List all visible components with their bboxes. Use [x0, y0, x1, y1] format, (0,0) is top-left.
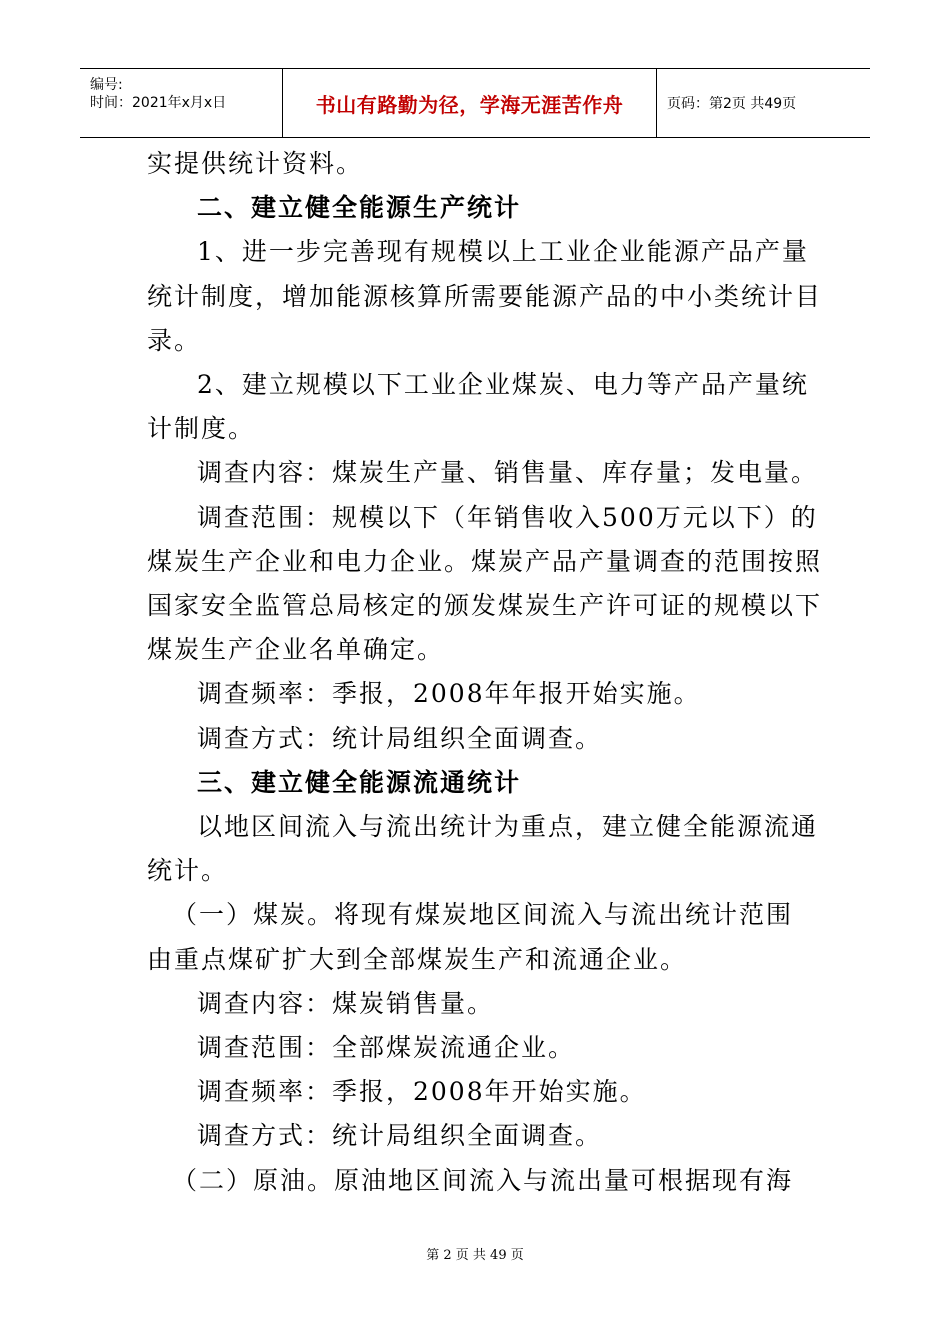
paragraph-line: 以地区间流入与流出统计为重点，建立健全能源流通	[197, 812, 819, 841]
paragraph-line: 实提供统计资料。	[147, 149, 364, 178]
paragraph-line: 调查频率：季报，2008年年报开始实施。	[197, 679, 701, 709]
paragraph-line: 调查频率：季报，2008年开始实施。	[197, 1077, 647, 1107]
document-time-label: 时间：2021年x月x日	[90, 95, 227, 111]
paragraph-line: 煤炭生产企业名单确定。	[147, 635, 445, 665]
paragraph-line: 统计。	[147, 856, 229, 886]
paragraph-line: 计制度。	[147, 414, 256, 444]
paragraph-line: （二）原油。原油地区间流入与流出量可根据现有海	[172, 1165, 794, 1195]
page-header	[80, 68, 870, 138]
page-footer: 第 2 页 共 49 页	[426, 1248, 524, 1263]
paragraph-line: 煤炭生产企业和电力企业。煤炭产品产量调查的范围按照	[147, 546, 823, 576]
paragraph-line: 调查方式：统计局组织全面调查。	[197, 723, 603, 753]
section-heading: 三、建立健全能源流通统计	[197, 767, 522, 797]
paragraph-line: 调查方式：统计局组织全面调查。	[197, 1121, 603, 1151]
section-heading: 二、建立健全能源生产统计	[197, 193, 522, 223]
header-meta-cell	[80, 69, 283, 137]
paragraph-line: 调查范围：规模以下（年销售收入500万元以下）的	[197, 502, 818, 532]
paragraph-line: 录。	[147, 325, 202, 355]
paragraph-line: 国家安全监管总局核定的颁发煤炭生产许可证的规模以下	[147, 591, 823, 620]
paragraph-line: 调查内容：煤炭生产量、销售量、库存量；发电量。	[197, 458, 819, 488]
document-number-label: 编号:	[90, 77, 123, 93]
paragraph-line: 由重点煤矿扩大到全部煤炭生产和流通企业。	[147, 944, 688, 974]
header-page-cell	[657, 69, 870, 137]
paragraph-line: 1、进一步完善现有规模以上工业企业能源产品产量	[197, 237, 809, 267]
header-motto-cell	[283, 69, 657, 137]
paragraph-line: 调查范围：全部煤炭流通企业。	[197, 1033, 576, 1062]
header-page-label: 页码：第2页 共49页	[667, 96, 797, 112]
paragraph-line: （一）煤炭。将现有煤炭地区间流入与流出统计范围	[172, 900, 794, 930]
paragraph-line: 2、建立规模以下工业企业煤炭、电力等产品产量统	[197, 370, 809, 399]
header-motto: 书山有路勤为径，学海无涯苦作舟	[315, 92, 624, 117]
paragraph-line: 统计制度，增加能源核算所需要能源产品的中小类统计目	[147, 281, 823, 311]
paragraph-line: 调查内容：煤炭销售量。	[197, 988, 495, 1018]
